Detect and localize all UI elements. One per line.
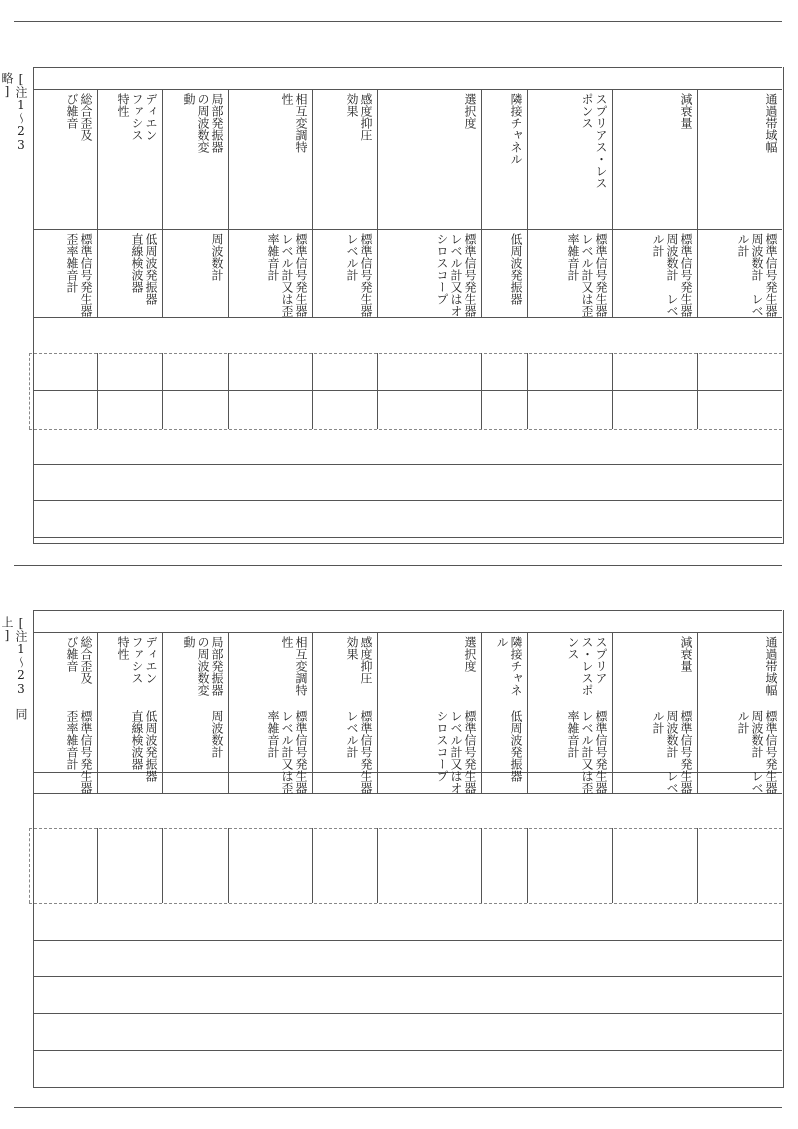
section-1-note: [注1〜23 略] bbox=[0, 72, 28, 164]
col-equipment: 標準信号発生器 周波数計 レベル計 bbox=[651, 710, 693, 806]
col-equipment: 標準信号発生器 周波数計 レベル計 bbox=[651, 233, 693, 329]
col-equipment: 標準信号発生器 レベル計 bbox=[345, 710, 373, 806]
col-equipment: 標準信号発生器 レベル計又は歪率雑音計 bbox=[266, 710, 308, 806]
col-header: 選択度 bbox=[463, 636, 477, 672]
col-equipment: 標準信号発生器 レベル計又は歪率雑音計 bbox=[566, 710, 608, 806]
col-header: 減衰量 bbox=[679, 93, 693, 129]
col-header: 相互変調特性 bbox=[280, 93, 308, 153]
col-equipment: 標準信号発生器 歪率雑音計 bbox=[65, 710, 93, 806]
col-header: 局部発振器の周波数変動 bbox=[182, 93, 224, 153]
col-header: 感度抑圧効果 bbox=[345, 93, 373, 141]
col-header: 総合歪及び雑音 bbox=[65, 636, 93, 684]
col-header: スプリアス・レスポンス bbox=[566, 636, 608, 696]
col-header: スプリアス・レスポンス bbox=[580, 93, 608, 189]
col-header: 局部発振器の周波数変動 bbox=[182, 636, 224, 696]
col-equipment: 周波数計 bbox=[210, 233, 224, 281]
section-2-table bbox=[33, 610, 782, 1088]
col-header: 相互変調特性 bbox=[280, 636, 308, 696]
bottom-rule bbox=[14, 1107, 782, 1108]
col-equipment: 低周波発振器 bbox=[509, 233, 523, 305]
col-equipment: 低周波発振器 直線検波器 bbox=[130, 233, 158, 317]
col-equipment: 標準信号発生器 レベル計 bbox=[345, 233, 373, 329]
col-equipment: 低周波発振器 bbox=[509, 710, 523, 782]
col-header: 感度抑圧効果 bbox=[345, 636, 373, 684]
col-header: 隣接チャネル bbox=[495, 636, 523, 696]
section-1-table bbox=[33, 67, 782, 544]
col-header: 選択度 bbox=[463, 93, 477, 129]
col-header: 隣接チャネル bbox=[509, 93, 523, 165]
col-equipment: 標準信号発生器 周波数計 レベル計 bbox=[736, 710, 778, 806]
middle-rule bbox=[14, 565, 782, 566]
col-equipment: 標準信号発生器 レベル計又は歪率雑音計 bbox=[266, 233, 308, 329]
col-header: 通過帯域幅 bbox=[764, 636, 778, 696]
col-equipment: 周波数計 bbox=[210, 710, 224, 758]
col-header: ディエンファシス特性 bbox=[116, 636, 158, 684]
col-equipment: 標準信号発生器 レベル計又は歪率雑音計 bbox=[566, 233, 608, 329]
col-equipment: 標準信号発生器 歪率雑音計 bbox=[65, 233, 93, 329]
col-equipment: 標準信号発生器 レベル計又はオシロスコープ bbox=[435, 710, 477, 806]
col-header: 減衰量 bbox=[679, 636, 693, 672]
col-equipment: 低周波発振器 直線検波器 bbox=[130, 710, 158, 794]
top-rule bbox=[14, 21, 782, 22]
col-header: 通過帯域幅 bbox=[764, 93, 778, 153]
col-header: ディエンファシス特性 bbox=[116, 93, 158, 141]
col-equipment: 標準信号発生器 周波数計 レベル計 bbox=[736, 233, 778, 329]
section-2-note: [注1〜23 同上] bbox=[0, 616, 28, 720]
col-header: 総合歪及び雑音 bbox=[65, 93, 93, 141]
col-equipment: 標準信号発生器 レベル計又はオシロスコープ bbox=[435, 233, 477, 329]
